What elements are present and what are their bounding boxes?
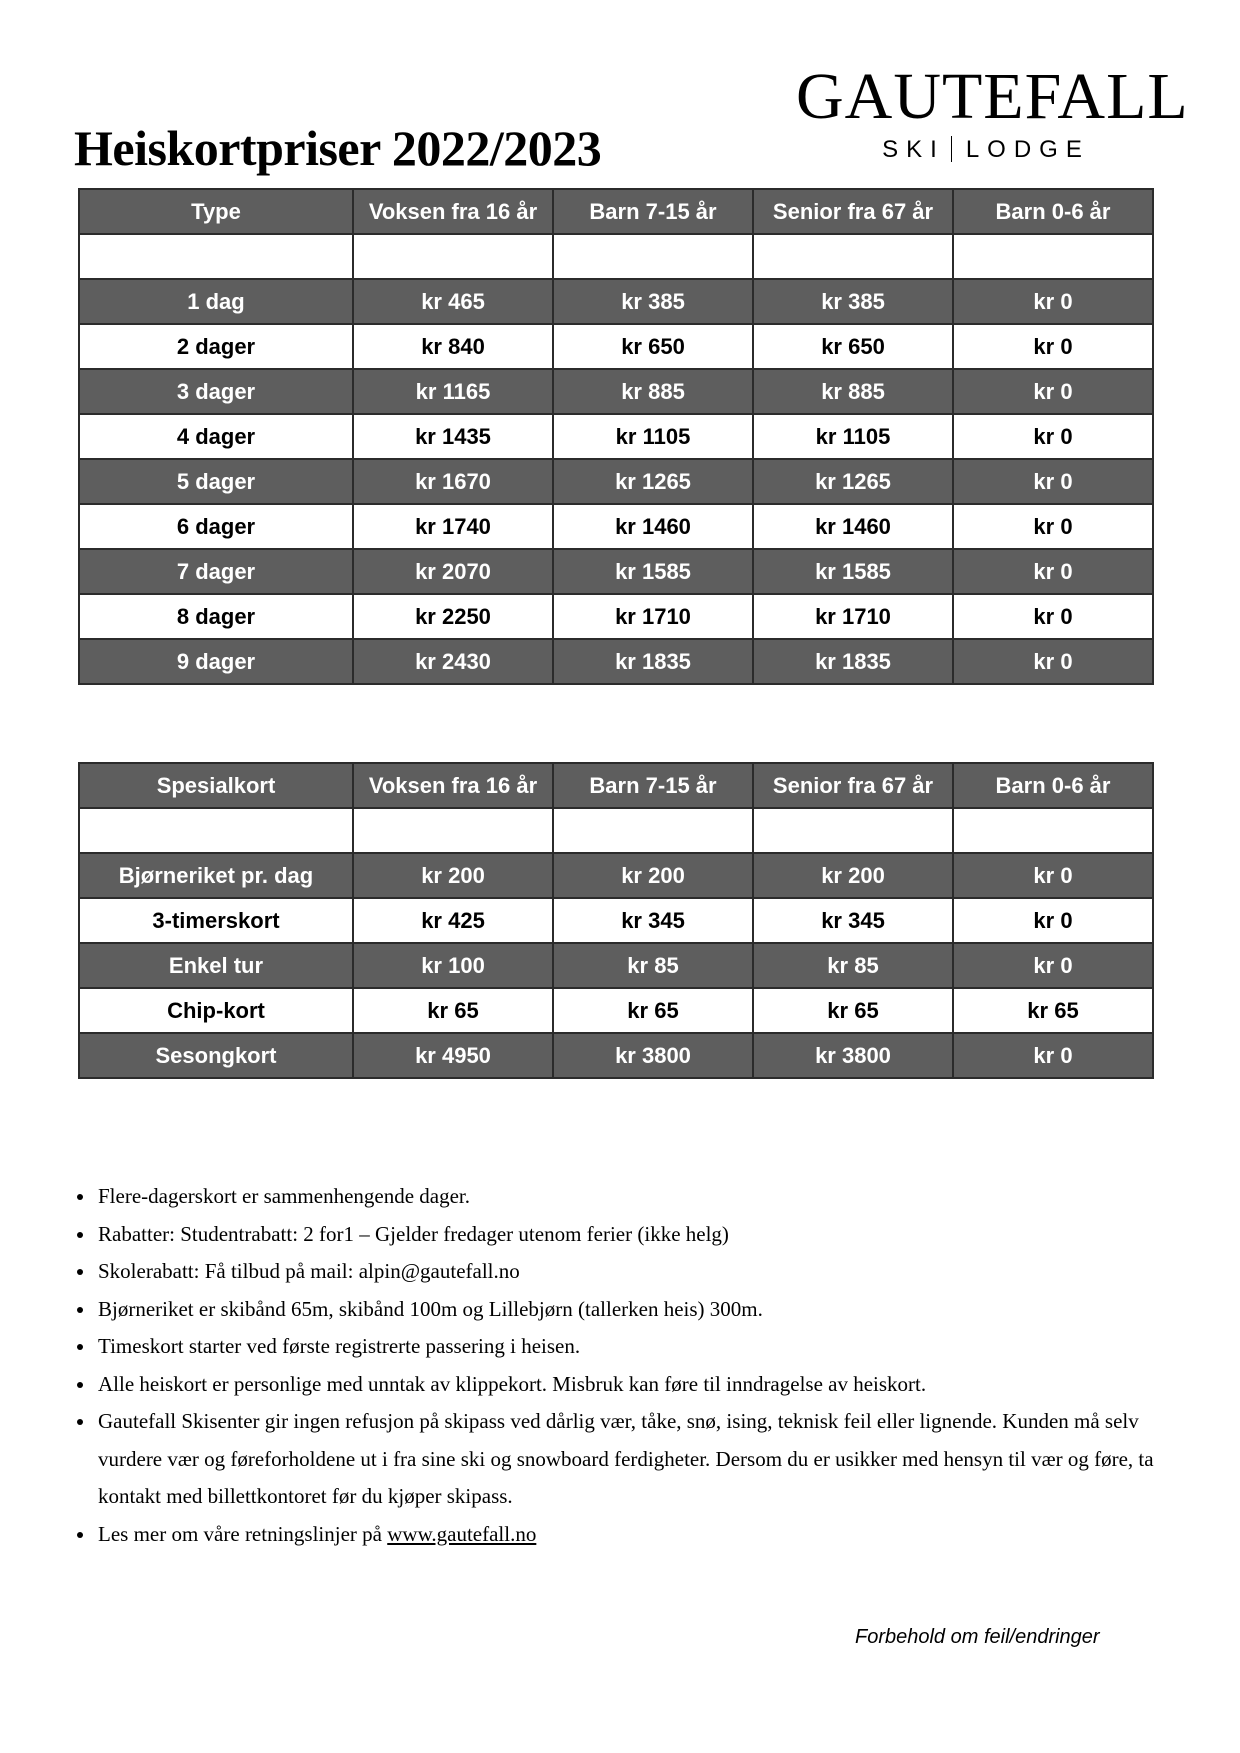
price-cell: kr 0: [953, 549, 1153, 594]
price-cell: kr 0: [953, 279, 1153, 324]
price-cell: kr 1835: [753, 639, 953, 684]
table-row: [79, 988, 1153, 1033]
logo-wordmark: GAUTEFALL: [796, 60, 1189, 133]
note-text: Les mer om våre retningslinjer på: [98, 1521, 388, 1546]
row-label-cell: 6 dager: [79, 504, 353, 549]
logo-subline: [796, 135, 1176, 165]
logo-sub-left: SKI: [882, 136, 945, 163]
table-body: [79, 808, 1153, 1078]
list-item: • Rabatter: Studentrabatt: 2 for1 – Gjelder fredager utenom ferier (ikke helg): [96, 1216, 1156, 1254]
header-cell: Barn 0-6 år: [953, 189, 1153, 234]
price-cell: kr 1460: [553, 504, 753, 549]
price-cell: kr 3800: [553, 1033, 753, 1078]
price-cell: kr 650: [753, 324, 953, 369]
price-cell: kr 425: [353, 898, 553, 943]
table-row: [79, 324, 1153, 369]
price-cell: kr 0: [953, 1033, 1153, 1078]
price-cell: kr 1265: [553, 459, 753, 504]
price-cell: kr 2250: [353, 594, 553, 639]
price-cell: kr 85: [753, 943, 953, 988]
price-cell: kr 1835: [553, 639, 753, 684]
price-cell: kr 885: [553, 369, 753, 414]
price-cell: kr 2430: [353, 639, 553, 684]
header-cell: Barn 7-15 år: [553, 189, 753, 234]
price-cell: kr 0: [953, 853, 1153, 898]
list-item: • Alle heiskort er personlige med unntak av klippekort. Misbruk kan føre til inndragelse av heiskort.: [96, 1366, 1156, 1404]
list-item: [96, 1516, 1156, 1554]
price-cell: kr 385: [553, 279, 753, 324]
price-cell: kr 3800: [753, 1033, 953, 1078]
disclaimer-footer: Forbehold om feil/endringer: [855, 1626, 1100, 1648]
row-label-cell: 1 dag: [79, 279, 353, 324]
price-cell: kr 0: [953, 324, 1153, 369]
list-item: • Timeskort starter ved første registrerte passering i heisen.: [96, 1328, 1156, 1366]
price-cell: kr 1585: [553, 549, 753, 594]
table-row: [79, 1033, 1153, 1078]
price-cell: kr 345: [553, 898, 753, 943]
header-cell: Voksen fra 16 år: [353, 189, 553, 234]
table-row: [79, 504, 1153, 549]
header-cell: Spesialkort: [79, 763, 353, 808]
price-cell: kr 1105: [553, 414, 753, 459]
price-cell: kr 0: [953, 898, 1153, 943]
row-label-cell: 2 dager: [79, 324, 353, 369]
price-cell: kr 4950: [353, 1033, 553, 1078]
row-label-cell: 3 dager: [79, 369, 353, 414]
page-title: Heiskortpriser 2022/2023: [74, 120, 602, 176]
website-link[interactable]: www.gautefall.no: [387, 1521, 537, 1546]
price-cell: kr 200: [753, 853, 953, 898]
price-cell: kr 1710: [753, 594, 953, 639]
list-item: • Gautefall Skisenter gir ingen refusjon på skipass ved dårlig vær, tåke, snø, ising, teknisk feil eller lignende. Kunden må selv vurdere vær og føreforholdene ut i fra sine ski og snowboard ferdigheter. Dersom du er usikker med hensyn til vær og føre, ta kontakt med billettkontoret før du kjøper skipass.: [96, 1403, 1156, 1516]
price-cell: kr 100: [353, 943, 553, 988]
price-cell: kr 1265: [753, 459, 953, 504]
price-cell: kr 1105: [753, 414, 953, 459]
row-label-cell: 5 dager: [79, 459, 353, 504]
row-label-cell: 9 dager: [79, 639, 353, 684]
price-cell: kr 0: [953, 504, 1153, 549]
list-item: • Bjørneriket er skibånd 65m, skibånd 100m og Lillebjørn (tallerken heis) 300m.: [96, 1291, 1156, 1329]
special-pass-price-table: [78, 762, 1154, 1079]
price-cell: kr 1670: [353, 459, 553, 504]
row-label-cell: Bjørneriket pr. dag: [79, 853, 353, 898]
logo-divider: [951, 136, 952, 162]
row-label-cell: Enkel tur: [79, 943, 353, 988]
table-row: [79, 639, 1153, 684]
price-cell: kr 465: [353, 279, 553, 324]
price-cell: kr 65: [553, 988, 753, 1033]
row-label-cell: 7 dager: [79, 549, 353, 594]
price-cell: kr 200: [353, 853, 553, 898]
price-cell: kr 0: [953, 369, 1153, 414]
table-header-row: [79, 189, 1153, 234]
table-header-row: [79, 763, 1153, 808]
table-row: [79, 549, 1153, 594]
table-body: [79, 234, 1153, 684]
table-row: [79, 853, 1153, 898]
row-label-cell: 3-timerskort: [79, 898, 353, 943]
row-label-cell: Sesongkort: [79, 1033, 353, 1078]
blank-row: [79, 808, 1153, 853]
price-cell: kr 1585: [753, 549, 953, 594]
row-label-cell: Chip-kort: [79, 988, 353, 1033]
table-row: [79, 594, 1153, 639]
price-cell: kr 1165: [353, 369, 553, 414]
header-cell: Barn 0-6 år: [953, 763, 1153, 808]
price-cell: kr 840: [353, 324, 553, 369]
price-cell: kr 0: [953, 943, 1153, 988]
price-cell: kr 1435: [353, 414, 553, 459]
price-cell: kr 1740: [353, 504, 553, 549]
price-cell: kr 85: [553, 943, 753, 988]
price-cell: kr 345: [753, 898, 953, 943]
row-label-cell: 8 dager: [79, 594, 353, 639]
header-cell: Senior fra 67 år: [753, 189, 953, 234]
row-label-cell: 4 dager: [79, 414, 353, 459]
price-cell: kr 200: [553, 853, 753, 898]
blank-row: [79, 234, 1153, 279]
header-cell: Barn 7-15 år: [553, 763, 753, 808]
table-row: [79, 279, 1153, 324]
gautefall-logo: [796, 60, 1189, 172]
price-cell: kr 0: [953, 414, 1153, 459]
list-item: • Skolerabatt: Få tilbud på mail: alpin@gautefall.no: [96, 1253, 1156, 1291]
table-row: [79, 414, 1153, 459]
price-cell: kr 0: [953, 459, 1153, 504]
price-cell: kr 1460: [753, 504, 953, 549]
price-cell: kr 0: [953, 639, 1153, 684]
price-cell: kr 1710: [553, 594, 753, 639]
price-cell: kr 385: [753, 279, 953, 324]
table-row: [79, 459, 1153, 504]
logo-sub-right: LODGE: [965, 136, 1090, 163]
table-row: [79, 898, 1153, 943]
header-cell: Voksen fra 16 år: [353, 763, 553, 808]
price-cell: kr 65: [753, 988, 953, 1033]
price-cell: kr 0: [953, 594, 1153, 639]
table-row: [79, 369, 1153, 414]
notes-list: [74, 1178, 1156, 1553]
price-cell: kr 2070: [353, 549, 553, 594]
price-cell: kr 65: [953, 988, 1153, 1033]
header-cell: Type: [79, 189, 353, 234]
table-row: [79, 943, 1153, 988]
price-cell: kr 65: [353, 988, 553, 1033]
header-cell: Senior fra 67 år: [753, 763, 953, 808]
list-item: • Flere-dagerskort er sammenhengende dager.: [96, 1178, 1156, 1216]
price-cell: kr 885: [753, 369, 953, 414]
day-pass-price-table: [78, 188, 1154, 685]
price-cell: kr 650: [553, 324, 753, 369]
